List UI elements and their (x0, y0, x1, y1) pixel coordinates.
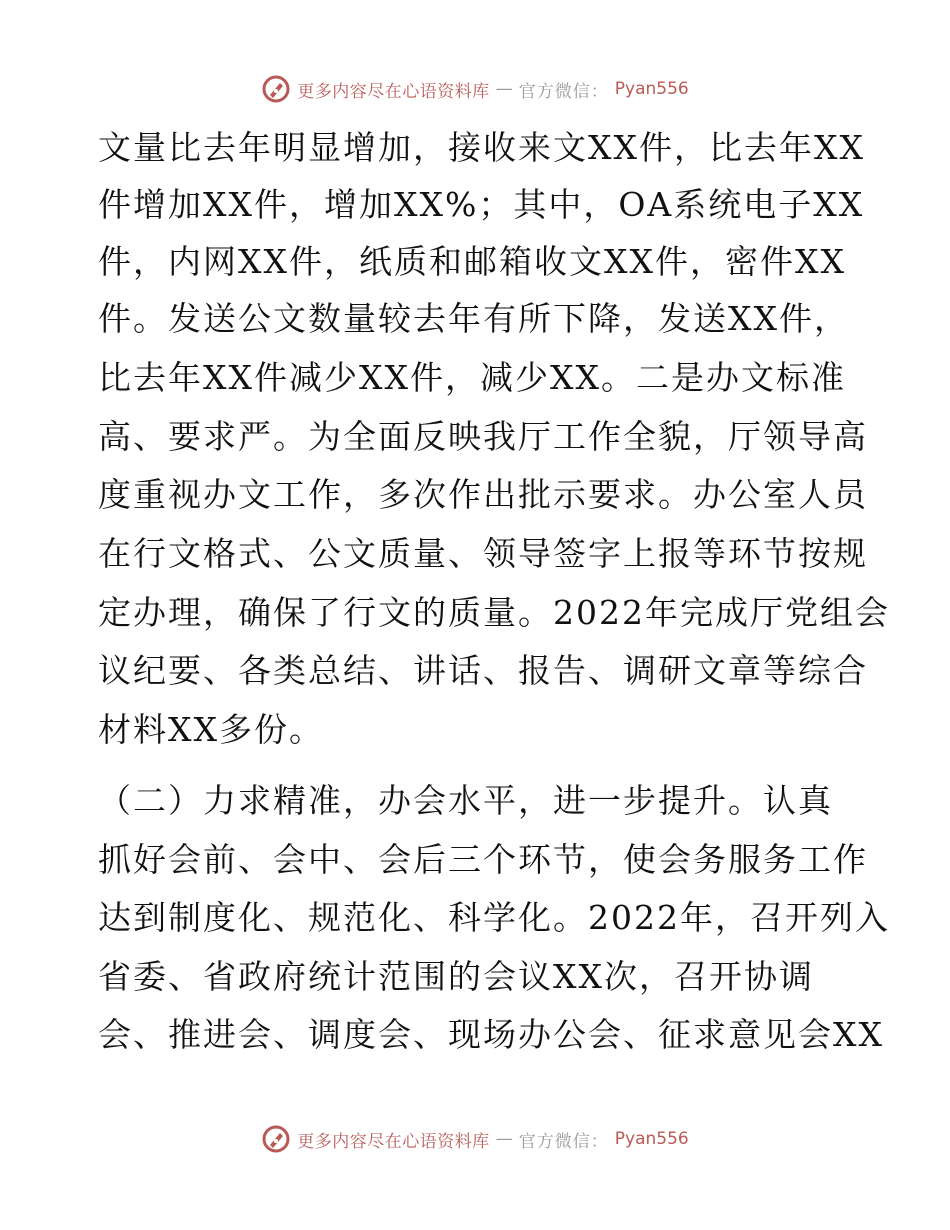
pen-nib-circle-icon (261, 1124, 291, 1154)
watermark-dash: — (495, 1129, 513, 1149)
watermark-wechat-label: 官方微信： (518, 81, 609, 102)
body-line: 件增加XX件，增加XX%；其中，OA系统电子XX (98, 185, 865, 224)
watermark-wechat-label: 官方微信： (518, 1131, 609, 1152)
watermark-dash: — (495, 79, 513, 99)
body-line: 比去年XX件减少XX件，减少XX。二是办文标准 (98, 358, 846, 397)
body-line: 会、推进会、调度会、现场办公会、征求意见会XX (98, 1015, 884, 1054)
watermark-brand: 更多内容尽在心语资料库 (297, 81, 490, 102)
watermark-wechat-id: Pyan556 (614, 79, 689, 99)
body-line: 在行文格式、公文质量、领导签字上报等环节按规 (98, 534, 868, 573)
watermark-brand: 更多内容尽在心语资料库 (297, 1131, 490, 1152)
body-line: 达到制度化、规范化、科学化。2022年，召开列入 (98, 898, 890, 937)
body-line: 度重视办文工作，多次作出批示要求。办公室人员 (98, 475, 868, 514)
pen-nib-circle-icon (261, 74, 291, 104)
body-line: 高、要求严。为全面反映我厅工作全貌，厅领导高 (98, 417, 868, 456)
watermark-wechat-id: Pyan556 (614, 1129, 689, 1149)
body-line: 议纪要、各类总结、讲话、报告、调研文章等综合 (98, 651, 868, 690)
footer-watermark (0, 1124, 950, 1154)
body-line: 定办理，确保了行文的质量。2022年完成厅党组会 (98, 593, 890, 632)
body-line: 件。发送公文数量较去年有所下降，发送XX件， (98, 299, 849, 338)
section-heading: （二）力求精准，办会水平，进一步提升。认真 (98, 781, 833, 820)
body-line: 件，内网XX件，纸质和邮箱收文XX件，密件XX (98, 242, 846, 281)
body-line: 抓好会前、会中、会后三个环节，使会务服务工作 (98, 840, 868, 879)
body-line: 文量比去年明显增加，接收来文XX件，比去年XX (98, 128, 865, 167)
body-line: 省委、省政府统计范围的会议XX次，召开协调 (98, 957, 814, 996)
header-watermark (0, 74, 950, 104)
body-line: 材料XX多份。 (98, 710, 324, 749)
